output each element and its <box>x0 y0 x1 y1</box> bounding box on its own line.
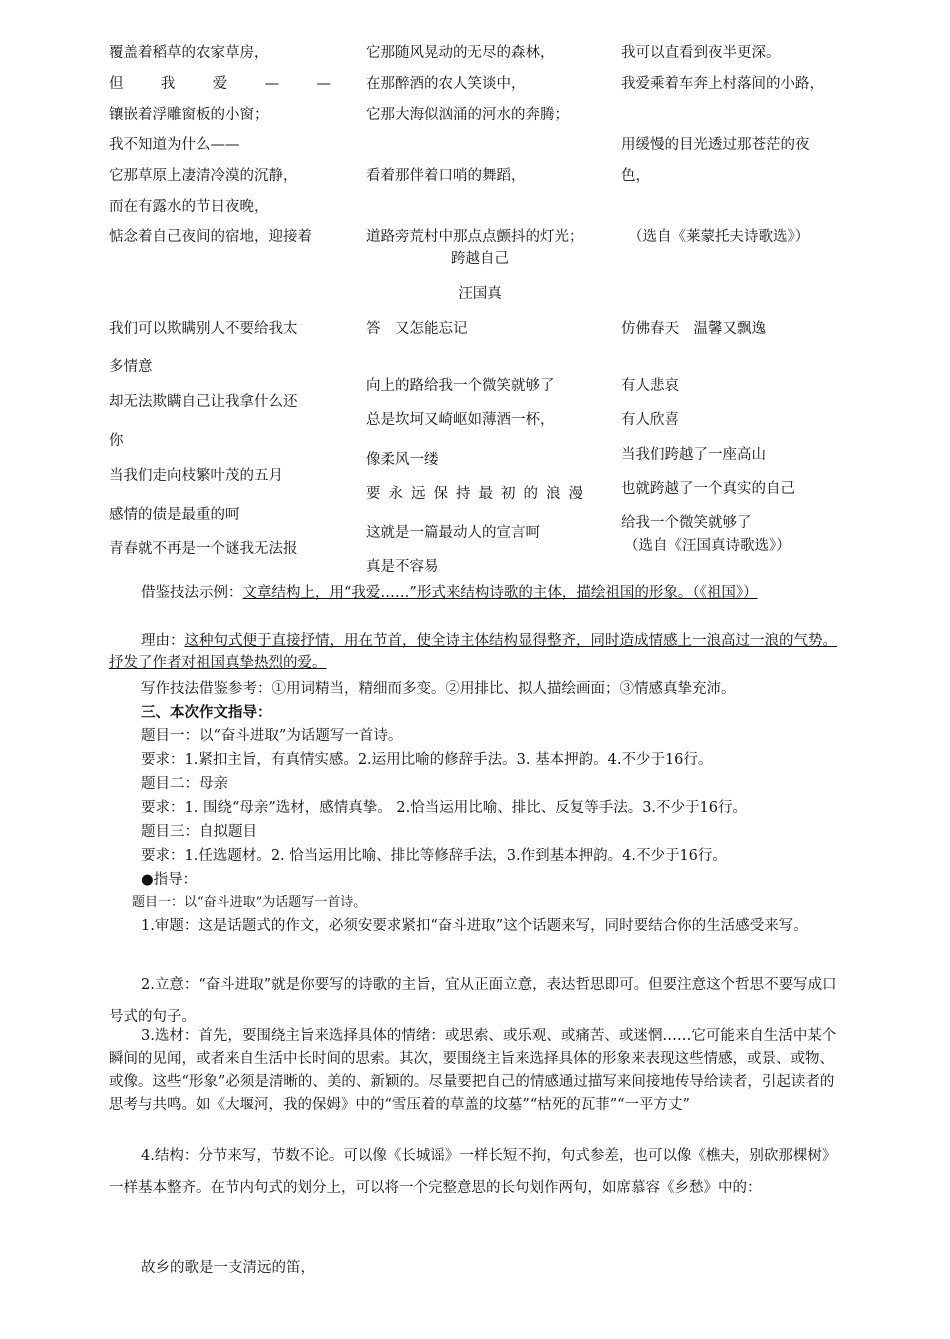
poem-line: 却无法欺瞒自己让我拿什么还 <box>109 394 298 410</box>
requirement-1: 要求：1.紧扣主旨，有真情实感。2.运用比喻的修辞手法。3. 基本押韵。4.不少于16行。 <box>141 752 713 768</box>
poem-char: — <box>264 76 280 92</box>
poem-line: 我可以直看到夜半更深。 <box>621 45 781 61</box>
technique-reference: 写作技法借鉴参考：①用词精当，精细而多变。②用排比、拟人描绘画面；③情感真挚充沛。 <box>141 681 736 697</box>
poem-line: 它那大海似汹涌的河水的奔腾； <box>366 107 569 123</box>
guide-point-4: 4.结构：分节来写，节数不论。可以像《长城谣》一样长短不拘，句式参差，也可以像《樵夫，别砍那棵树》一样基本整齐。在节内句式的划分上，可以将一个完整意思的长句划作两句，如席慕容《乡愁》中的： <box>109 1148 837 1196</box>
poem-line: 色， <box>621 168 650 184</box>
poem-source: （选自《汪国真诗歌选》） <box>624 538 791 554</box>
poem-line: 有人悲哀 <box>621 378 679 394</box>
poem-line: 镶嵌着浮雕窗板的小窗； <box>109 107 269 123</box>
poem-char: 我 <box>160 76 176 92</box>
poem-line: 用缓慢的目光透过那苍茫的夜 <box>621 137 810 153</box>
underlined-text: 这种句式便于直接抒情，用在节首，使全诗主体结构显得整齐，同时造成情感上一浪高过一浪的气势。抒发了作者对祖国真挚热烈的爱。 <box>109 633 837 671</box>
poem-line: 你 <box>109 433 124 449</box>
poem-line: 我爱乘着车奔上村落间的小路， <box>621 76 824 92</box>
topic-1: 题目一：以“奋斗进取”为话题写一首诗。 <box>141 728 403 744</box>
poem-line: 而在有露水的节日夜晚， <box>109 199 269 215</box>
topic-1-repeat: 题目一：以“奋斗进取”为话题写一首诗。 <box>132 895 367 910</box>
topic-2: 题目二：母亲 <box>141 776 228 792</box>
quoted-line: 故乡的歌是一支清远的笛， <box>141 1260 315 1276</box>
poem-line: 也就跨越了一个真实的自己 <box>621 481 795 497</box>
poem-line: 它那草原上凄清冷漠的沉静， <box>109 168 298 184</box>
poem-char: — <box>316 76 331 92</box>
guide-point-2: 2.立意：“奋斗进取”就是你要写的诗歌的主旨，宜从正面立意，表达哲思即可。但要注意这个哲思不要写成口号式的句子。 <box>109 977 837 1025</box>
requirement-3: 要求：1.任选题材。2. 恰当运用比喻、排比等修辞手法，3.作到基本押韵。4.不少于16行。 <box>141 848 727 864</box>
poem-line: 多情意 <box>109 359 153 375</box>
poem-source: （选自《莱蒙托夫诗歌选》） <box>628 229 810 245</box>
poem-line: 答 又怎能忘记 <box>366 321 468 337</box>
requirement-2: 要求：1. 围绕“母亲”选材，感情真挚。 2.恰当运用比喻、排比、反复等手法。3.不少于16行。 <box>141 800 747 816</box>
poem-line: 像柔风一缕 <box>366 452 439 468</box>
poem-line: 我们可以欺瞒别人不要给我太 <box>109 321 298 337</box>
poem-line: 有人欣喜 <box>621 412 679 428</box>
poem-line: 我不知道为什么—— <box>109 137 240 153</box>
poem-line: 看着那伴着口哨的舞蹈， <box>366 168 526 184</box>
label: 借鉴技法示例： <box>141 585 243 601</box>
poem-char: 爱 <box>212 76 228 92</box>
poem-line: 总是坎坷又崎岖如薄酒一杯， <box>366 412 555 428</box>
section-heading: 三、本次作文指导： <box>141 704 272 721</box>
poem-title: 跨越自己 <box>451 251 509 267</box>
poem-line: 真是不容易 <box>366 559 439 575</box>
poem-line: 当我们跨越了一座高山 <box>621 447 766 463</box>
guide-point-3: 3.选材：首先，要围绕主旨来选择具体的情绪：或思索、或乐观、或痛苦、或迷惘……它可能来自生活中某个瞬间的见闻，或者来自生活中长时间的思索。其次，要围绕主旨来选择具体的形象来表现这些情感，或景、或物、或像。这些“形象”必须是清晰的、美的、新颖的。尽量要把自己的情感通过描写来间接地传导给读者，引起读者的思考与共鸣。如《大堰河，我的保姆》中的“雪压着的草盖的坟墓”“枯死的瓦菲”“一平方丈” <box>109 1028 837 1113</box>
poem-line: 感情的债是最重的呵 <box>109 507 240 523</box>
poem-line: 向上的路给我一个微笑就够了 <box>366 378 555 394</box>
poem-line: 它那随风晃动的无尽的森林， <box>366 45 555 61</box>
label: 理由： <box>141 633 185 649</box>
poem-line: 覆盖着稻草的农家草房， <box>109 45 269 61</box>
underlined-text: 文章结构上，用“我爱……”形式来结构诗歌的主体，描绘祖国的形象。（《祖国》） <box>242 585 758 601</box>
poem-line: 给我一个微笑就够了 <box>621 515 752 531</box>
technique-example <box>109 582 843 604</box>
poem-line: 道路旁荒村中那点点颤抖的灯光； <box>366 229 584 245</box>
poem-line: 惦念着自己夜间的宿地，迎接着 <box>109 229 312 245</box>
poem-line: 当我们走向枝繁叶茂的五月 <box>109 468 283 484</box>
technique-reason <box>109 630 843 674</box>
poem-line: 在那醉酒的农人笑谈中， <box>366 76 526 92</box>
poem-author: 汪国真 <box>458 286 502 302</box>
guidance-bullet: ●指导： <box>141 872 198 888</box>
poem-line: 这就是一篇最动人的宣言呵 <box>366 525 540 541</box>
guide-point-1: 1.审题：这是话题式的作文，必须安要求紧扣“奋斗进取”这个话题来写，同时要结合你的生活感受来写。 <box>141 918 808 934</box>
poem-line: 要永远保持最初的浪漫 <box>366 486 591 502</box>
poem-line: 仿佛春天 温馨又飘逸 <box>621 321 766 337</box>
poem-line-spread <box>109 75 331 93</box>
topic-3: 题目三：自拟题目 <box>141 824 257 840</box>
poem-char: 但 <box>109 76 124 92</box>
poem-line: 青春就不再是一个谜我无法报 <box>109 541 298 557</box>
